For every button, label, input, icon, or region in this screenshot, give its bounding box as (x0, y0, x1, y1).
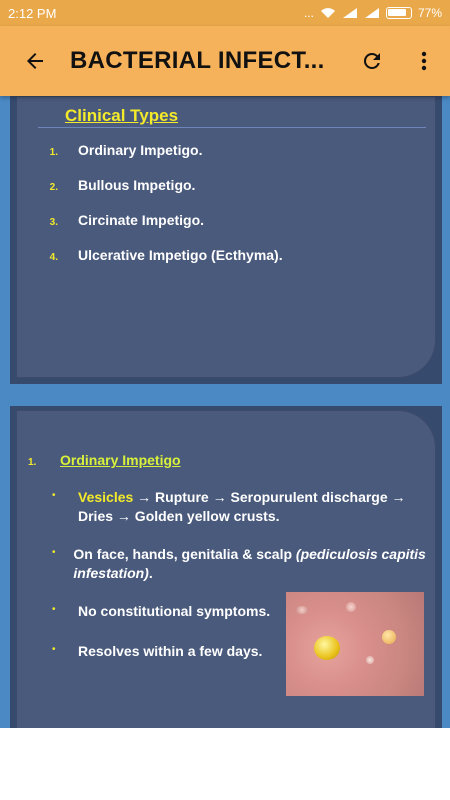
bullet-text-part: → Rupture → Seropurulent discharge → (133, 489, 406, 505)
list-text: Bullous Impetigo. (78, 177, 196, 193)
heading-divider (38, 127, 426, 128)
bullet-text (73, 545, 432, 583)
bottom-blank-area (0, 728, 450, 800)
status-bar (0, 0, 450, 26)
refresh-button[interactable] (346, 26, 398, 96)
italic-text: (pediculosis capitis infestation) (73, 546, 426, 581)
app-bar (0, 26, 450, 96)
page-title: BACTERIAL INFECT... (70, 47, 325, 74)
bullet-text-part: On face, hands, genitalia & scalp (73, 546, 296, 562)
status-icons (304, 6, 442, 20)
blister-shape (296, 606, 308, 614)
bullet-text (78, 488, 406, 526)
bullet-text: Resolves within a few days. (78, 643, 263, 659)
slides-scroll-area[interactable] (0, 96, 450, 728)
slide-panel (16, 96, 436, 378)
list-item (16, 177, 436, 193)
bullet-text: No constitutional symptoms. (78, 603, 271, 619)
subheading-text: Ordinary Impetigo (60, 452, 181, 468)
bullet-item (52, 488, 432, 526)
list-item (16, 212, 436, 228)
back-button[interactable] (0, 26, 70, 96)
slide-heading: Clinical Types (65, 106, 179, 125)
refresh-icon (360, 49, 384, 73)
signal-icon (342, 7, 358, 19)
more-vert-icon (412, 49, 436, 73)
slide-ordinary-impetigo (10, 406, 442, 728)
battery-percent: 77% (417, 6, 442, 20)
bullet-dot: • (52, 490, 56, 501)
signal-icon-2 (364, 7, 380, 19)
bullet-item (52, 642, 282, 661)
blister-shape (366, 656, 374, 664)
blister-shape (346, 602, 356, 612)
list-item (16, 142, 436, 158)
status-time: 2:12 PM (8, 5, 57, 21)
slide-subheading (28, 452, 181, 468)
notification-dots: ... (303, 6, 314, 20)
wifi-icon (320, 7, 336, 19)
list-text: Circinate Impetigo. (78, 212, 205, 228)
bullet-text-part: Dries → Golden yellow crusts. (78, 508, 280, 524)
arrow-left-icon (23, 49, 47, 73)
bullet-dot: • (52, 604, 56, 615)
highlight-text: Vesicles (78, 489, 134, 505)
list-text: Ulcerative Impetigo (Ecthyma). (78, 247, 283, 263)
list-text: Ordinary Impetigo. (78, 142, 203, 158)
slide-panel (16, 410, 436, 728)
blister-shape (314, 636, 340, 660)
list-item (16, 247, 436, 263)
list-number: 4. (49, 252, 58, 263)
bullet-text-part: . (148, 565, 153, 581)
bullet-dot: • (52, 547, 56, 558)
list-number: 2. (49, 182, 58, 193)
bullet-item (52, 545, 432, 583)
bullet-item (52, 602, 282, 621)
overflow-menu-button[interactable] (398, 26, 450, 96)
battery-icon (386, 7, 412, 19)
subheading-number: 1. (28, 457, 37, 468)
slide-clinical-types (10, 96, 442, 384)
skin-lesion-photo (286, 592, 424, 696)
bullet-dot: • (52, 644, 56, 655)
list-number: 3. (49, 217, 58, 228)
list-number: 1. (49, 147, 58, 158)
blister-shape (382, 630, 396, 644)
